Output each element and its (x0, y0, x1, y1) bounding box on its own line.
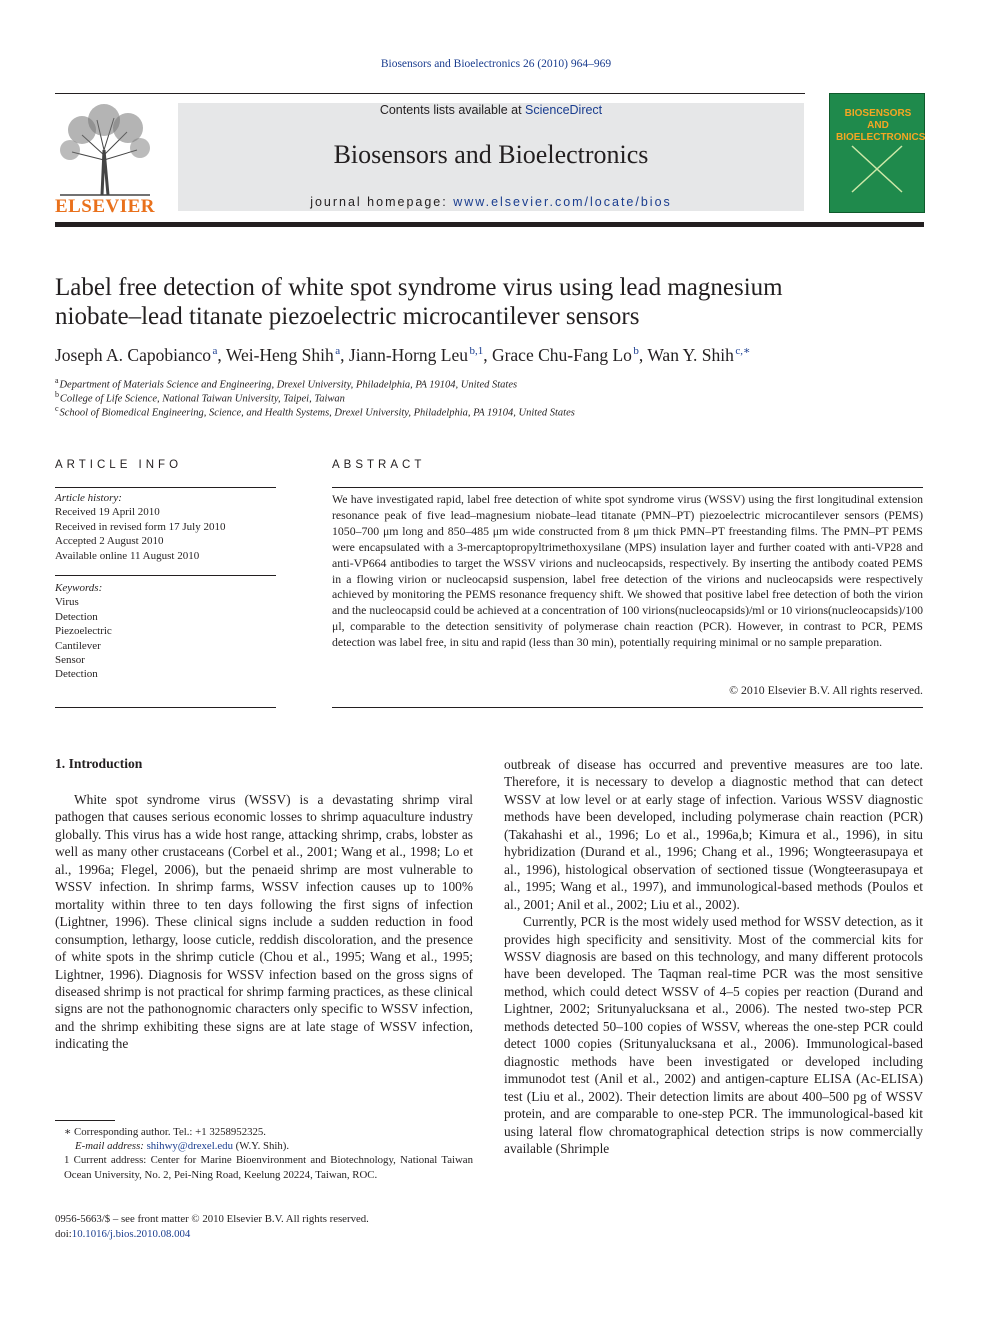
affiliation-text: Department of Materials Science and Engineering, Drexel University, Philadelphia, PA 19104, United States (59, 379, 518, 391)
contents-prefix: Contents lists available at (379, 103, 526, 117)
cover-title: BIOSENSORS AND BIOELECTRONICS (836, 108, 926, 143)
elsevier-wordmark: ELSEVIER (54, 196, 156, 217)
journal-name: Biosensors and Bioelectronics (333, 140, 649, 169)
header-rule (55, 93, 805, 94)
author-name: Jiann-Horng Leu (348, 344, 468, 365)
current-address: 1 Current address: Center for Marine Bioenvironment and Biotechnology, National Taiwan Ocean University, No. 2, Pei-Ning Road, Keelung 20224, Taiwan, ROC. (64, 1154, 473, 1181)
history-item: Accepted 2 August 2010 (55, 535, 164, 548)
keywords (55, 581, 275, 682)
keyword: Sensor (55, 654, 85, 667)
journal-cover[interactable] (829, 93, 925, 213)
abstract-body: We have investigated rapid, label free detection of white spot syndrome virus (WSSV) using the first longitudinal extension resonance peak of five lead–magnesium niobate–lead titanate (PMN–PT) piezoelectric microcantilever sensors (PEMS) 1050–700 μm long and 850–485 μm wide constructed from 8 μm thick PMN–PT freestanding films. The PMN–PT PEMS were encapsulated with a 3-mercaptopropyltrimethoxysilane (MPS) insulation layer and further coated with anti-VP28 and anti-VP664 antibodies to target the WSSV virions and nucleocapsids, respectively. By inserting the antibody coated PEMS in a flowing virion or nucleocapsid suspension, label free detection of the virions and nucleocapsids were respectively achieved by monitoring the PEMS resonance frequency shift. We showed that positive label free detection of both the virion and the nucleocapsid could be achieved at a concentration of 100 virions(nucleocapsids)/ml or 10 virions(nucleocapsids)/100 μl, comparable to the detection sensitivity of polymerase chain reaction (PCR). However, in contrast to PCR, PEMS detection was label free, in situ and rapid (less than 30 min), potentially requiring minimal or no sample preparation. (332, 492, 923, 650)
paragraph: White spot syndrome virus (WSSV) is a devastating shrimp viral pathogen that causes serious economic losses to shrimp aquaculture industry globally. This virus has a wide host range, attacking shrimp, crabs, lobster as well as many other crustaceans (Corbel et al., 2001; Wang et al., 1998; Lo et al., 1996a; Flegel, 2006), but the penaeid shrimp are most vulnerable to WSSV infection. In shrimp farms, WSSV infection causes up to 100% mortality within three to ten days following the first signs of infection (Lightner, 1996). These clinical signs include a sudden reduction in food consumption, lethargy, loose cuticle, reddish discoloration, and the presence of white spots in the shrimp cuticle (Chou et al., 1995; Wang et al., 1995; Lightner, 1996). Diagnosis for WSSV infection based on the gross signs of diseased shrimp is not practical for shrimp farming practices, as these clinical signs are not the pathonognomic characters only specific to WSSV infection, and the shrimp exhibiting these signs are at late stage of WSSV infection, indicating the (55, 792, 473, 1052)
footnotes (55, 1125, 473, 1182)
corresponding-author: ∗ Corresponding author. Tel.: +1 3258952325. (64, 1126, 267, 1138)
section-heading: 1. Introduction (55, 756, 143, 771)
affiliation (55, 390, 925, 405)
affiliation (55, 376, 925, 391)
abstract-heading: ABSTRACT (332, 459, 426, 471)
author-list: Joseph A. Capobianco $^a$, Wei-Heng Shih $^a$, Jiann-Horng Leu $^{b,1}$, Grace Chu-Fang Lo $^b$, Wan Y. Shih $^{c,∗}$ (55, 344, 751, 365)
sciencedirect-link[interactable]: ScienceDirect (525, 103, 603, 117)
info-bottom-rule (55, 707, 276, 708)
cover-graphic-icon (850, 144, 904, 194)
affiliation-sup: a (55, 376, 59, 385)
author-name: Wan Y. Shih (647, 344, 734, 365)
email-link[interactable]: shihwy@drexel.edu (146, 1140, 233, 1153)
author-sup[interactable]: a (335, 345, 341, 357)
homepage-line (178, 195, 804, 209)
homepage-prefix: journal homepage: (310, 195, 454, 209)
keyword: Detection (55, 668, 98, 681)
keyword: Detection (55, 610, 98, 623)
tree-icon (52, 100, 158, 196)
affiliation (55, 404, 925, 419)
article-info-rule (55, 487, 276, 488)
affiliation-sup: c (55, 404, 59, 413)
journal-citation[interactable]: Biosensors and Bioelectronics 26 (2010) 964–969 (380, 58, 612, 70)
history-item: Received 19 April 2010 (55, 506, 160, 519)
paragraph: Currently, PCR is the most widely used method for WSSV detection, as it provides high specificity and sensitivity. Most of the commercial kits for WSSV diagnosis are based on this technology, and many different protocols have been developed. The Taqman real-time PCR was the most sensitive method, which could detect WSSV of 4–5 copies per reaction (Durand and Lightner, 2002; Sritunyalucksana et al., 2006). The nested two-step PCR methods detected 50–100 copies of WSSV, whereas the one-step PCR could detect 1000 copies (Sritunyalucksana et al., 2006). Immunological-based diagnostic methods have been investigated or developed including immunodot test (Anil et al., 2002) and antigen-capture ELISA (Ac-ELISA) test (Liu et al., 2002). Their detection limits are about 400–500 pg of WSSV protein, and are comparable to one-step PCR. The immunological-based kit using lateral flow chromatographical detection strips is now commercially available (Shrimple (504, 914, 923, 1156)
keyword: Cantilever (55, 639, 101, 652)
keywords-rule (55, 575, 276, 576)
article-title (55, 273, 925, 331)
email-line (55, 1139, 473, 1153)
doi-line (55, 1227, 473, 1242)
abstract-bottom-rule (332, 707, 923, 708)
doi-link[interactable]: 10.1016/j.bios.2010.08.004 (71, 1227, 191, 1240)
email-suffix: (W.Y. Shih). (232, 1140, 290, 1153)
author-name: Grace Chu-Fang Lo (491, 344, 632, 365)
doi-prefix: doi: (55, 1227, 72, 1240)
keyword: Piezoelectric (55, 625, 112, 638)
contents-line (178, 103, 804, 117)
intro-left-column (55, 791, 473, 1053)
abstract-rule (332, 487, 923, 488)
title-line-2: niobate–lead titanate piezoelectric microcantilever sensors (55, 303, 640, 330)
bottom-info (55, 1212, 473, 1241)
author-sup[interactable]: c,∗ (735, 345, 751, 357)
homepage-link[interactable]: www.elsevier.com/locate/bios (453, 195, 672, 209)
issn-line: 0956-5663/$ – see front matter © 2010 Elsevier B.V. All rights reserved. (55, 1213, 369, 1225)
author-sup[interactable]: b,1 (469, 345, 484, 357)
affiliation-text: School of Biomedical Engineering, Science, and Health Systems, Drexel University, Philadelphia, PA 19104, United States (59, 407, 575, 419)
copyright: © 2010 Elsevier B.V. All rights reserved. (729, 683, 923, 697)
email-label: E-mail address: (75, 1140, 147, 1153)
author-name: Wei-Heng Shih (225, 344, 334, 365)
affiliation-sup: b (55, 390, 59, 399)
intro-right-column (504, 756, 923, 1157)
history-label: Article history: (55, 492, 122, 504)
article-history (55, 491, 275, 563)
author-sup[interactable]: a (212, 345, 218, 357)
history-item: Available online 11 August 2010 (55, 549, 200, 562)
header-thick-rule (55, 222, 924, 227)
author-sup[interactable]: b (633, 345, 639, 357)
title-line-1: Label free detection of white spot syndrome virus using lead magnesium (55, 274, 783, 301)
article-info-heading: ARTICLE INFO (55, 459, 183, 471)
affiliation-text: College of Life Science, National Taiwan University, Taipei, Taiwan (59, 393, 345, 405)
paragraph: outbreak of disease has occurred and preventive measures are too late. Therefore, it is necessary to develop a diagnostic method that can detect WSSV at low level or at early stage of infection. Various WSSV diagnostic methods have been developed, including polymerase chain reaction (PCR) (Takahashi et al., 1996; Lo et al., 1996a,b; Kimura et al., 1996), in situ hybridization (Durand et al., 1996; Chang et al., 1996; Wongteerasupaya et al., 1996), histological observation of sectioned tissue (Wongteerasupaya et al., 1995; Wang et al., 1997), and immunological-based methods (Poulos et al., 2001; Anil et al., 2002; Liu et al., 2002). (504, 757, 923, 912)
author-name: Joseph A. Capobianco (55, 344, 212, 365)
history-item: Received in revised form 17 July 2010 (55, 520, 226, 533)
keyword: Virus (55, 596, 79, 609)
keywords-label: Keywords: (55, 582, 103, 594)
footnote-rule (55, 1120, 115, 1121)
